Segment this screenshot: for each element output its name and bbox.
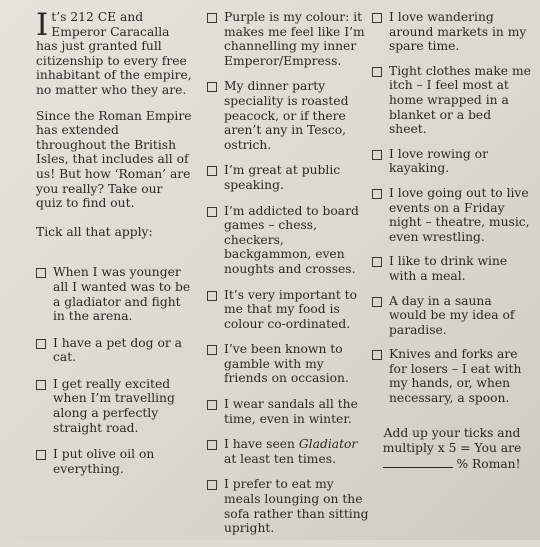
checkbox[interactable]	[372, 257, 382, 267]
checklist-column-3	[372, 10, 532, 406]
score-instructions	[372, 426, 532, 472]
column-1	[36, 7, 192, 488]
checkbox[interactable]	[207, 166, 217, 176]
checkbox[interactable]	[207, 13, 217, 23]
intro-paragraph-1	[36, 7, 192, 98]
checklist-item[interactable]	[372, 186, 532, 244]
score-line-2	[372, 456, 532, 472]
checkbox[interactable]	[207, 82, 217, 92]
checklist-item-label: A day in a sauna would be my idea of paradise.	[389, 293, 515, 337]
checklist-item-label: I’m great at public speaking.	[224, 163, 341, 192]
checkbox[interactable]	[207, 207, 217, 217]
intro-paragraph-2: Since the Roman Empire has extended throughout the British Isles, that includes all of us! But how ‘Roman’ are you really? Take our quiz to find out.	[36, 108, 192, 211]
checklist-item-label: It’s very important to me that my food is colour co-ordinated.	[224, 287, 358, 331]
intro-paragraph-1-text: t’s 212 CE and Emperor Caracalla has just granted full citizenship to every free inhabitant of the empire, no matter who they are.	[36, 10, 192, 97]
score-blank[interactable]	[383, 456, 453, 468]
label-text: I have seen	[224, 437, 299, 452]
checklist-item-label: I’m addicted to board games – chess, checkers, backgammon, even noughts and crosses.	[224, 203, 359, 276]
column-3	[372, 10, 532, 472]
checklist-item-label: I love rowing or kayaking.	[389, 146, 488, 176]
checklist-item[interactable]	[372, 64, 532, 137]
checklist-item[interactable]	[372, 10, 532, 54]
score-suffix: % Roman!	[456, 456, 521, 471]
checklist-item[interactable]	[36, 377, 192, 435]
checklist-item[interactable]	[207, 477, 369, 535]
checklist-item-label: I get really excited when I’m travelling along a perfectly straight road.	[53, 376, 175, 435]
label-italic-text: Gladiator	[298, 437, 358, 452]
checklist-item-label: Purple is my colour: it makes me feel like I’m channelling my inner Emperor/Empress.	[224, 10, 365, 68]
checkbox[interactable]	[207, 291, 217, 301]
checklist-item[interactable]	[207, 342, 369, 386]
checkbox[interactable]	[36, 380, 46, 390]
label-text: at least ten times.	[224, 451, 336, 466]
drop-cap: I	[36, 7, 49, 43]
checklist-item-label: I’ve been known to gamble with my friends on occasion.	[224, 342, 349, 386]
checklist-item[interactable]	[372, 254, 532, 283]
checklist-item-label: Knives and forks are for losers – I eat with my hands, or, when necessary, a spoon.	[389, 347, 522, 406]
checklist-item[interactable]	[207, 10, 369, 68]
checklist-item[interactable]	[372, 294, 532, 338]
checklist-item-label: I have a pet dog or a cat.	[53, 335, 182, 365]
checklist-item-label: I like to drink wine with a meal.	[389, 254, 508, 283]
checkbox[interactable]	[207, 345, 217, 355]
checklist-item[interactable]	[207, 288, 369, 332]
checklist-item[interactable]	[36, 447, 192, 476]
checkbox[interactable]	[372, 150, 382, 160]
checklist-item-label: I love going out to live events on a Friday night – theatre, music, even wrestling.	[389, 185, 530, 244]
checklist-item-label: Tight clothes make me itch – I feel most at home wrapped in a blanket or a bed sheet.	[389, 63, 531, 137]
checklist-item[interactable]	[372, 347, 532, 405]
checklist-item-label: My dinner party speciality is roasted peacock, or if there aren’t any in Tesco, ostrich.	[224, 79, 349, 152]
checklist-item-label: I put olive oil on everything.	[53, 447, 155, 476]
checklist-column-2	[207, 10, 369, 536]
checklist-item[interactable]	[36, 336, 192, 365]
checkbox[interactable]	[207, 480, 217, 490]
checklist-item[interactable]	[207, 163, 369, 192]
checklist-item[interactable]	[207, 79, 369, 152]
checkbox[interactable]	[36, 450, 46, 460]
score-line-1: Add up your ticks and multiply x 5 = You are	[382, 425, 522, 455]
checklist-item-label	[224, 437, 357, 466]
checkbox[interactable]	[36, 268, 46, 278]
checkbox[interactable]	[207, 400, 217, 410]
checklist-item-label: I prefer to eat my meals lounging on the sofa rather than sitting upright.	[224, 477, 369, 536]
checklist-item-label: When I was younger all I wanted was to be a gladiator and fight in the arena.	[53, 265, 191, 324]
checklist-item-label: I love wandering around markets in my spare time.	[389, 10, 527, 54]
checkbox[interactable]	[207, 440, 217, 450]
checkbox[interactable]	[372, 189, 382, 199]
checklist-item[interactable]	[207, 204, 369, 277]
intro	[36, 7, 192, 211]
column-2	[207, 10, 369, 547]
checklist-item[interactable]	[207, 437, 369, 466]
checkbox[interactable]	[372, 350, 382, 360]
checkbox[interactable]	[372, 67, 382, 77]
checkbox[interactable]	[372, 297, 382, 307]
checklist-item-label: I wear sandals all the time, even in winter.	[224, 397, 358, 426]
checkbox[interactable]	[36, 339, 46, 349]
tick-instruction: Tick all that apply:	[36, 224, 153, 239]
checklist-item[interactable]	[207, 397, 369, 426]
checkbox[interactable]	[372, 13, 382, 23]
checklist-item[interactable]	[372, 147, 532, 176]
checklist-item[interactable]	[36, 265, 192, 323]
checklist-column-1	[36, 265, 192, 476]
